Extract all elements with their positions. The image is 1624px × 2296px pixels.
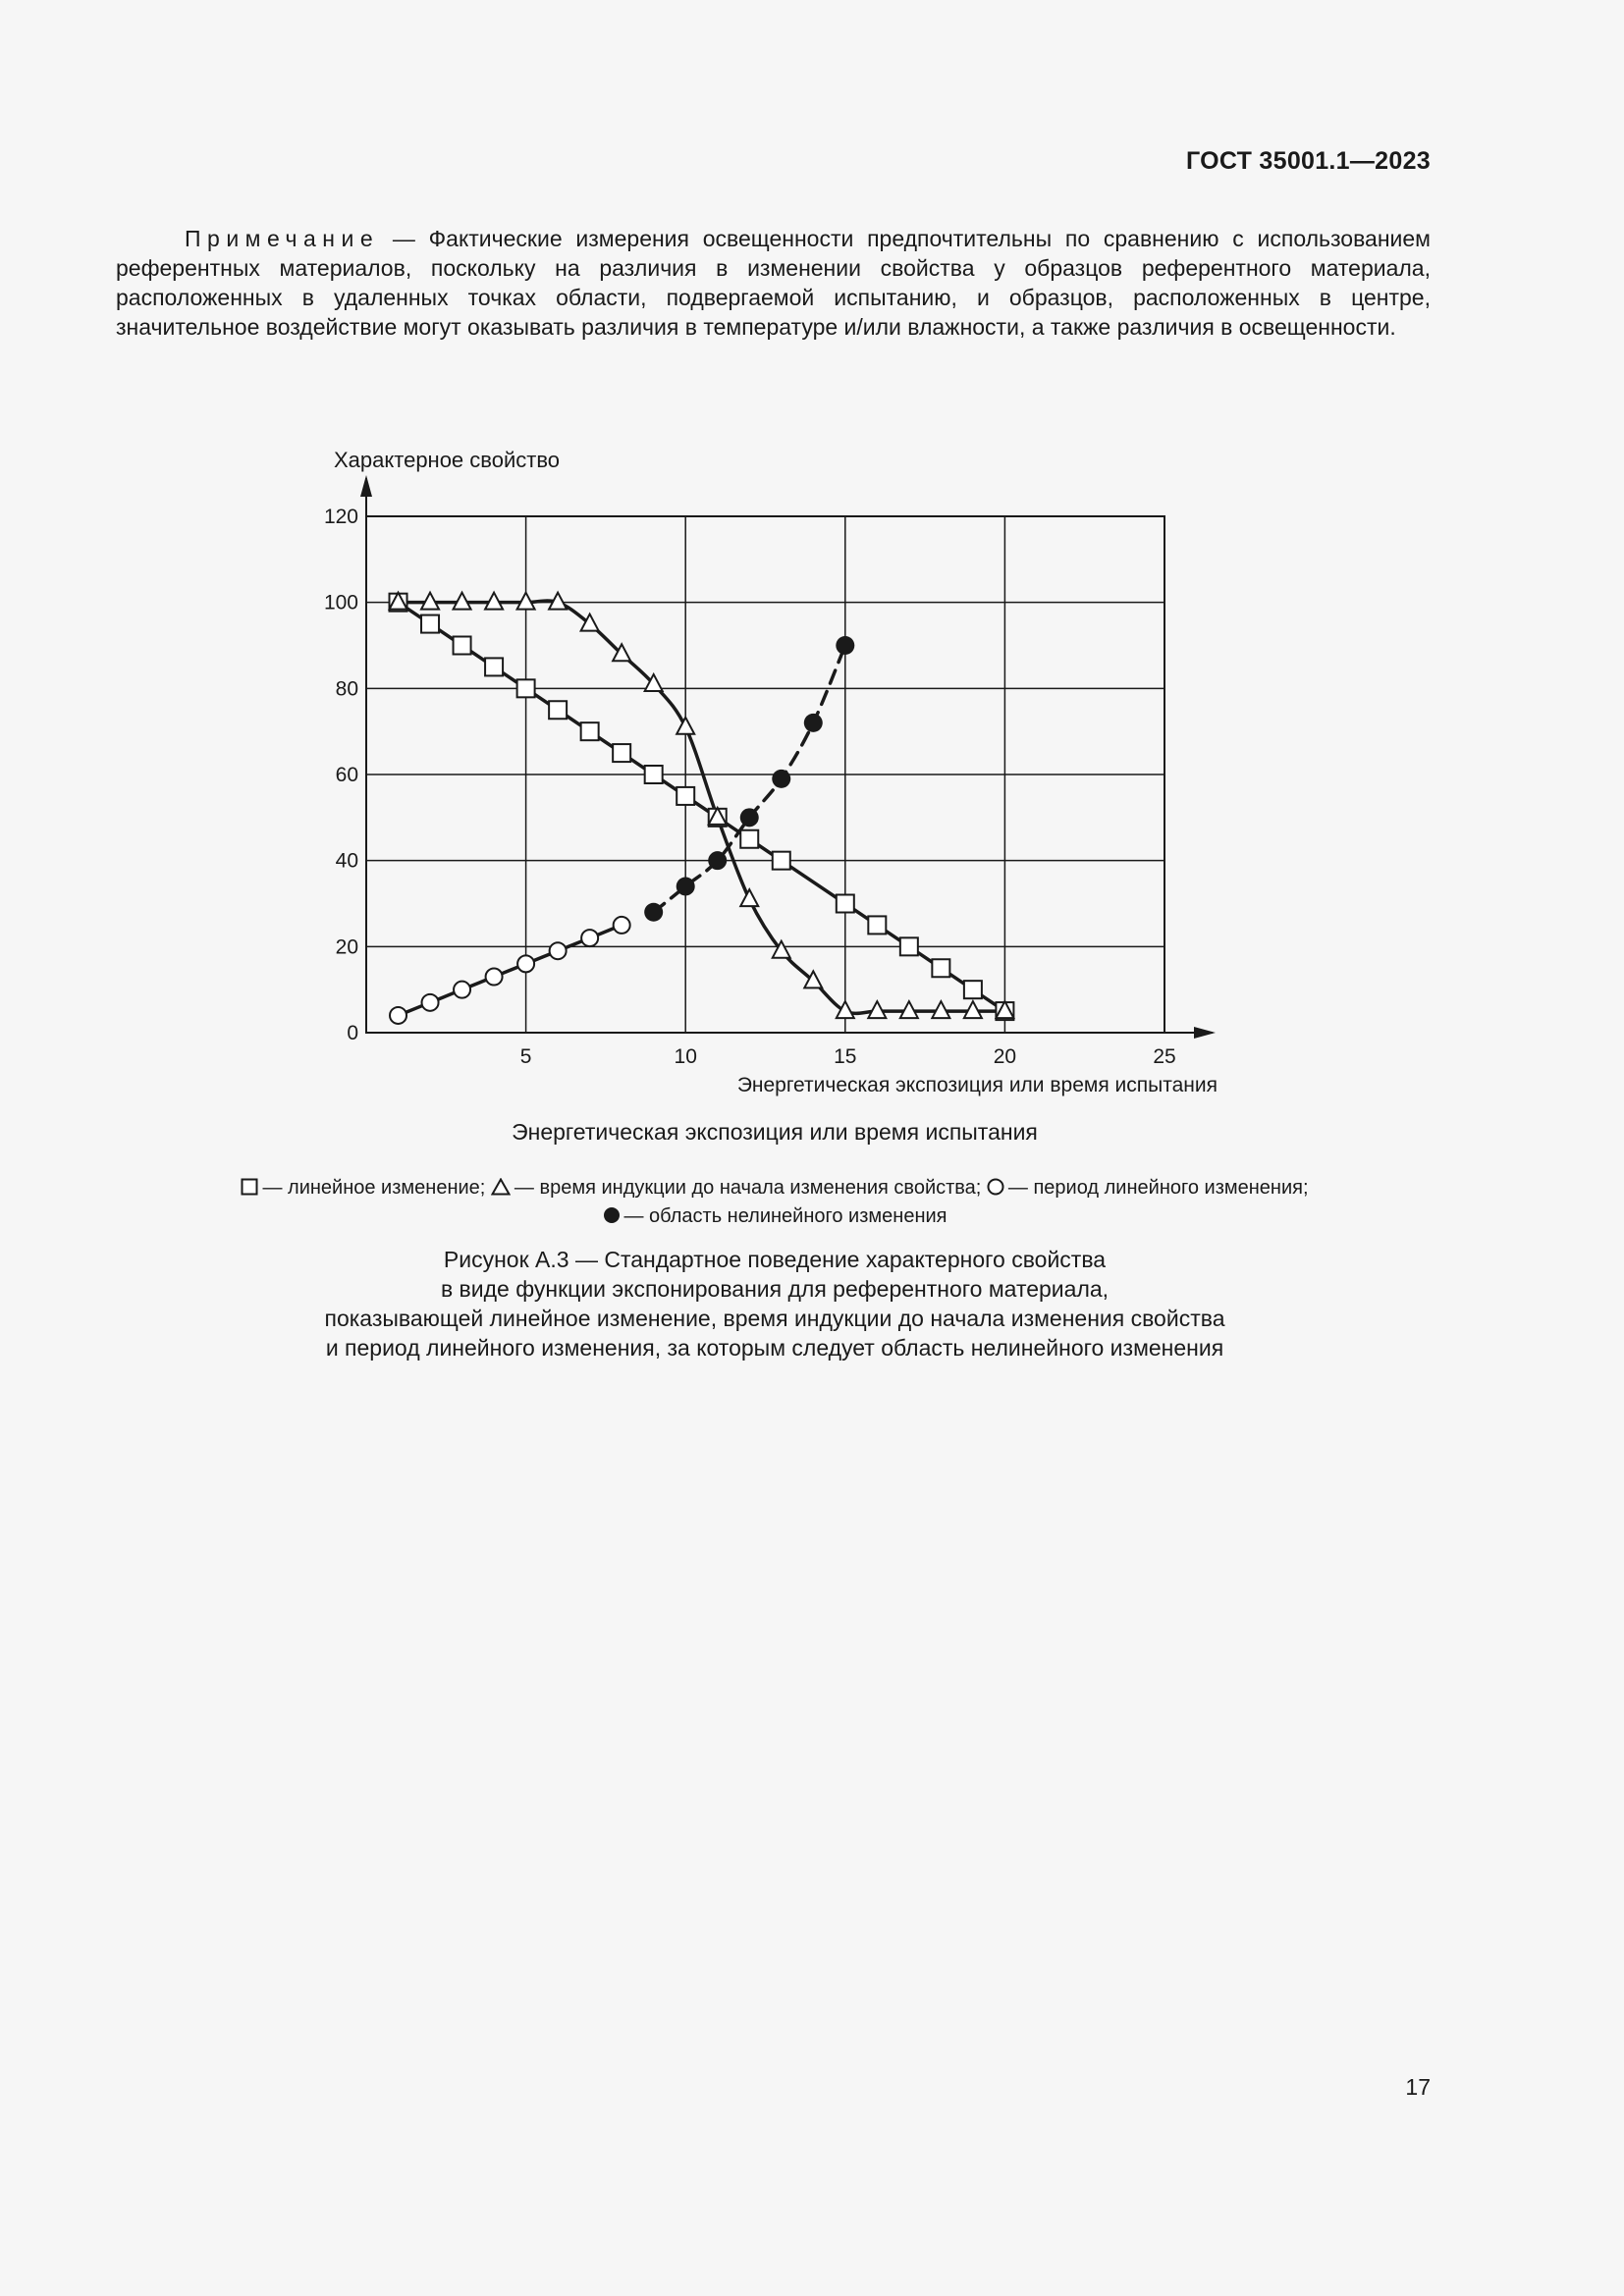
marker-s0-3: [485, 658, 503, 675]
series-line-3: [654, 646, 845, 913]
circle-filled-icon: [603, 1206, 621, 1224]
x-tick-label-3: 15: [834, 1045, 857, 1068]
marker-s1-14: [837, 1001, 854, 1018]
marker-s0-9: [677, 787, 694, 805]
legend-row-2: [0, 1202, 1549, 1231]
legend-item-induction: — время индукции до начала изменения свойства;: [514, 1177, 982, 1199]
x-axis-label: Энергетическая экспозиция или время испытания: [736, 1074, 1218, 1096]
marker-s2-6: [581, 930, 598, 946]
legend-item-linear: — линейное изменение;: [262, 1177, 486, 1199]
legend-item-nonlinear: — область нелинейного изменения: [623, 1205, 947, 1227]
marker-s0-2: [454, 637, 471, 655]
x-tick-label-2: 10: [674, 1045, 697, 1068]
marker-s3-6: [836, 636, 854, 655]
marker-s2-4: [517, 955, 534, 972]
page-number: 17: [1405, 2074, 1431, 2100]
marker-s0-7: [613, 744, 630, 762]
marker-s0-12: [773, 852, 790, 870]
caption-line-2: в виде функции экспонирования для референтного материала,: [440, 1276, 1110, 1302]
marker-s3-5: [804, 714, 823, 732]
triangle-icon: [491, 1178, 511, 1196]
chart-grid: [366, 516, 1164, 1033]
marker-s1-6: [581, 614, 599, 631]
marker-s3-3: [740, 808, 759, 827]
legend-item-linear-period: — период линейного изменения;: [1007, 1177, 1309, 1199]
chart-labels: [324, 448, 1218, 1096]
marker-s2-3: [486, 969, 503, 986]
chart-svg: [314, 432, 1247, 1099]
marker-s0-11: [740, 830, 758, 848]
axis-caption: Энергетическая экспозиция или время испытания: [512, 1119, 1038, 1145]
marker-s0-8: [645, 766, 663, 783]
y-tick-label-5: 100: [323, 591, 358, 614]
caption-line-3: показывающей линейное изменение, время индукции до начала изменения свойства: [324, 1306, 1225, 1331]
marker-s3-2: [708, 851, 727, 870]
marker-s2-5: [550, 942, 567, 959]
marker-s3-1: [677, 877, 695, 895]
y-axis-arrow: [360, 475, 372, 497]
y-tick-label-0: 0: [347, 1022, 358, 1044]
circle-open-icon: [987, 1178, 1004, 1196]
y-tick-label-2: 40: [335, 849, 358, 873]
marker-s3-0: [644, 903, 663, 922]
marker-s3-4: [772, 770, 790, 788]
marker-s1-11: [740, 889, 758, 906]
marker-s2-1: [422, 994, 439, 1011]
x-tick-label-1: 5: [519, 1045, 532, 1068]
marker-s1-9: [677, 718, 694, 734]
marker-s0-16: [932, 959, 949, 977]
y-axis-label: Характерное свойство: [334, 448, 561, 472]
document-code: ГОСТ 35001.1—2023: [1185, 147, 1431, 175]
x-tick-label-4: 20: [993, 1045, 1017, 1068]
figure-caption: [0, 1245, 1549, 1362]
x-tick-label-5: 25: [1153, 1045, 1176, 1068]
y-tick-label-4: 80: [335, 677, 358, 701]
figure-chart: [314, 432, 1247, 1104]
marker-s2-7: [614, 917, 630, 934]
y-tick-label-3: 60: [335, 764, 358, 786]
marker-s0-4: [517, 679, 535, 697]
y-tick-label-6: 120: [323, 506, 358, 528]
marker-s2-2: [454, 982, 470, 998]
marker-s2-0: [390, 1007, 406, 1024]
marker-s0-1: [421, 615, 439, 633]
legend-row-1: [0, 1174, 1549, 1202]
note-text: — Фактические измерения освещенности предпочтительны по сравнению с использованием референтных материалов, поскольку на различия в изменении свойства у образцов референтного материала, расположенных в удаленных точках области, подвергаемой испытанию, и образцов, расположенных в центре, значительное воздействие могут оказывать различия в температуре и/или влажности, а также различия в освещенности.: [116, 226, 1431, 340]
legend: [0, 1174, 1549, 1231]
square-icon: [241, 1178, 258, 1196]
caption-line-1: Рисунок А.3 — Стандартное поведение характерного свойства: [443, 1247, 1107, 1272]
caption-line-4: и период линейного изменения, за которым следует область нелинейного изменения: [325, 1335, 1224, 1361]
marker-s0-17: [964, 981, 982, 998]
marker-s0-13: [837, 895, 854, 913]
note-label: Примечание: [185, 226, 380, 251]
y-tick-label-1: 20: [335, 935, 358, 959]
marker-s0-6: [581, 722, 599, 740]
x-axis-arrow: [1194, 1027, 1216, 1039]
note-paragraph: [116, 224, 1431, 342]
marker-s0-15: [900, 937, 918, 955]
marker-s0-5: [549, 701, 567, 719]
marker-s0-14: [868, 916, 886, 934]
